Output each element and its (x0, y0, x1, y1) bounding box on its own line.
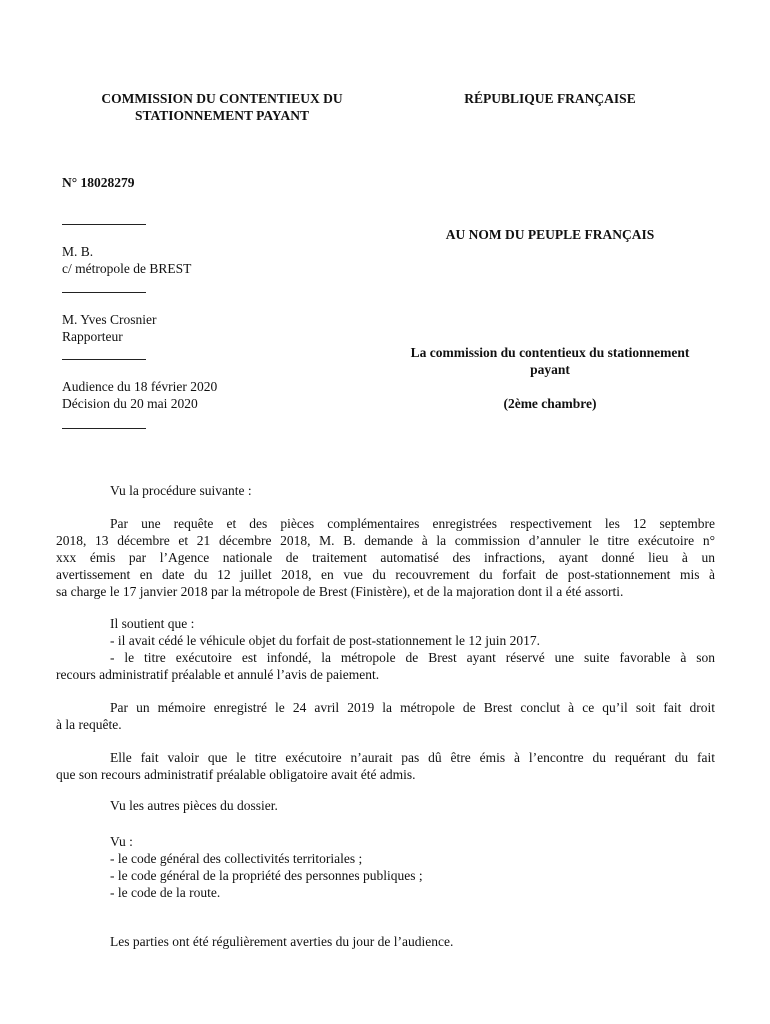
procedure-heading: Vu la procédure suivante : (110, 483, 252, 498)
vu-codes-block (56, 833, 715, 901)
paragraph-moyens (56, 615, 715, 683)
soutient-heading: Il soutient que : (110, 616, 195, 631)
parties-block (62, 243, 191, 277)
paragraph-requete (56, 515, 715, 600)
rapporteur-block (62, 311, 157, 345)
separator-rule (62, 224, 146, 225)
au-nom-du-peuple: AU NOM DU PEUPLE FRANÇAIS (445, 227, 655, 242)
moyen-point-1: - il avait cédé le véhicule objet du forfait de post-stationnement le 12 juin 2017. (110, 633, 540, 648)
paragraph-valoir (56, 749, 715, 783)
paragraph-line: Par un mémoire enregistré le 24 avril 2019 la métropole de Brest conclut à ce qu’il soit fait droit (110, 700, 715, 715)
decision-date: Décision du 20 mai 2020 (62, 396, 198, 411)
commission-header-line2: STATIONNEMENT PAYANT (135, 108, 309, 123)
paragraph-line: avertissement en date du 12 juillet 2018, en vue du recouvrement du forfait de post-stationnement mis à (56, 567, 715, 582)
dates-block (62, 378, 217, 412)
separator-rule (62, 292, 146, 293)
separator-rule (62, 428, 146, 429)
moyen-point-2-line: - le titre exécutoire est infondé, la métropole de Brest ayant réservé une suite favorable à son (110, 650, 715, 665)
paragraph-line: xxx émis par l’Agence nationale de traitement automatisé des infractions, ayant donné lieu à un (56, 550, 715, 565)
paragraph-line: Par une requête et des pièces complémentaires enregistrées respectivement les 12 septembre (110, 516, 715, 531)
parties-averties: Les parties ont été régulièrement averties du jour de l’audience. (110, 934, 454, 949)
case-number: N° 18028279 (62, 175, 135, 190)
paragraph-line: que son recours administratif préalable obligatoire avait été admis. (56, 767, 416, 782)
pieces-dossier: Vu les autres pièces du dossier. (110, 798, 278, 813)
party-defendant: c/ métropole de BREST (62, 261, 192, 276)
vu-heading: Vu : (110, 834, 133, 849)
paragraph-memoire (56, 699, 715, 733)
moyen-point-2-line: recours administratif préalable et annulé l’avis de paiement. (56, 667, 380, 682)
paragraph-line: 2018, 13 décembre et 21 décembre 2018, M. B. demande à la commission d’annuler le titre exécutoire n° (56, 533, 715, 548)
republique-header: RÉPUBLIQUE FRANÇAISE (464, 91, 636, 106)
commission-header-line1: COMMISSION DU CONTENTIEUX DU (101, 91, 343, 106)
commission-title-line2: payant (530, 362, 570, 377)
commission-title-line1: La commission du contentieux du stationnement (410, 345, 690, 360)
party-applicant: M. B. (62, 244, 94, 259)
paragraph-line: à la requête. (56, 717, 122, 732)
code-item: - le code général de la propriété des personnes publiques ; (110, 868, 423, 883)
paragraph-line: sa charge le 17 janvier 2018 par la métropole de Brest (Finistère), et de la majoration dont il a été assorti. (56, 584, 624, 599)
rapporteur-name: M. Yves Crosnier (62, 312, 157, 327)
rapporteur-role: Rapporteur (62, 329, 123, 344)
commission-title (380, 344, 720, 378)
code-item: - le code général des collectivités territoriales ; (110, 851, 363, 866)
audience-date: Audience du 18 février 2020 (62, 379, 218, 394)
commission-header (62, 90, 382, 124)
paragraph-line: Elle fait valoir que le titre exécutoire n’aurait pas dû être émis à l’encontre du requérant du fait (110, 750, 715, 765)
separator-rule (62, 359, 146, 360)
chambre-label: (2ème chambre) (503, 396, 597, 411)
code-item: - le code de la route. (110, 885, 221, 900)
